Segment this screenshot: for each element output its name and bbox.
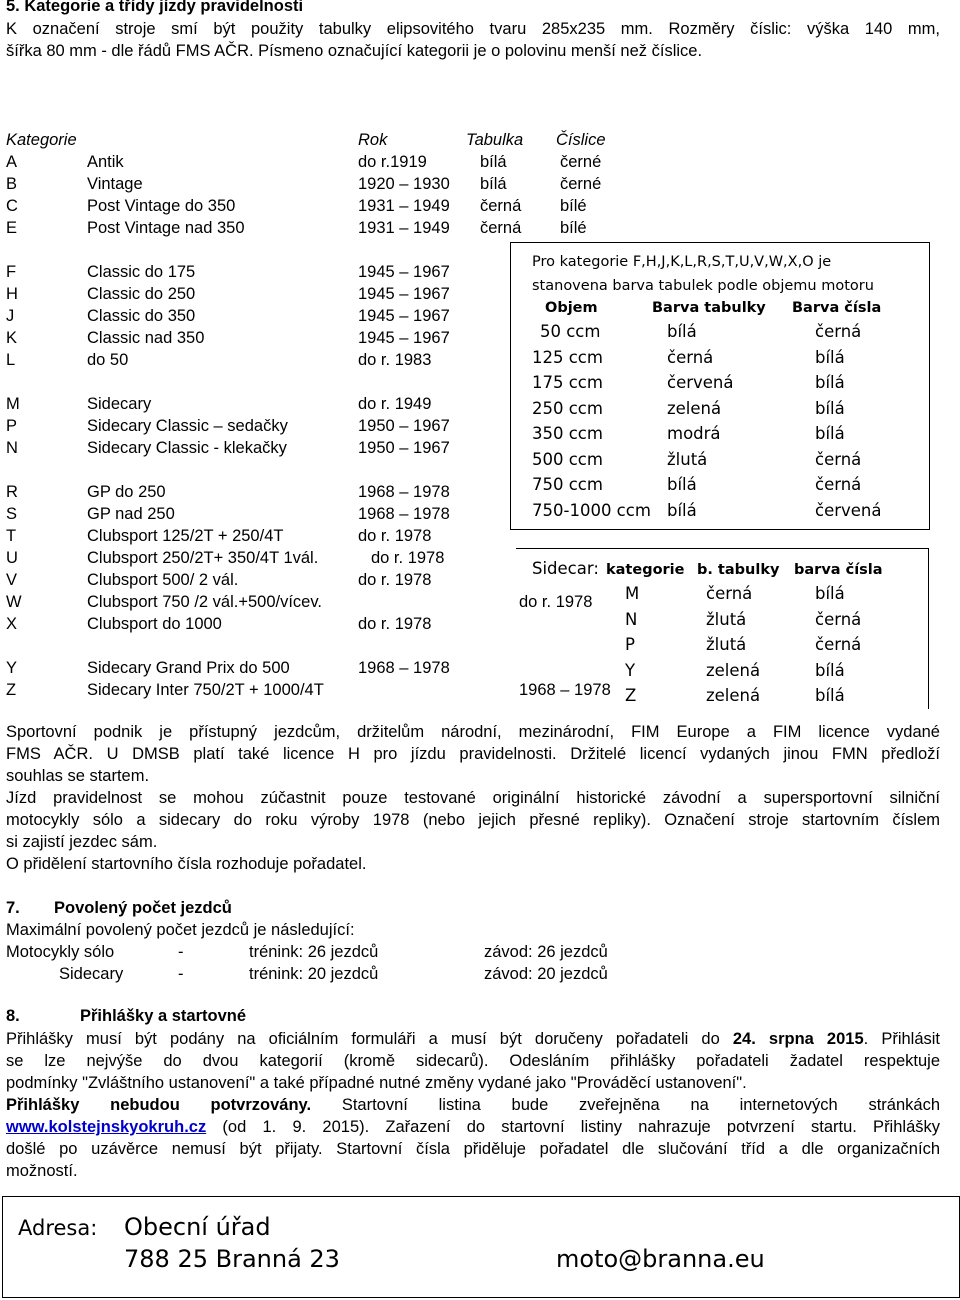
plate-header-volume: Objem <box>545 300 598 316</box>
plate-color: černá <box>667 348 714 367</box>
paragraph-line: možností. <box>6 1162 78 1180</box>
plate-header-number: Barva čísla <box>792 300 882 316</box>
paragraph-line: si zajistí jezdec sám. <box>6 833 158 851</box>
category-code: Z <box>6 681 17 699</box>
category-name: Antik <box>87 153 124 171</box>
category-name: Clubsport 250/2T+ 350/4T 1vál. <box>87 549 319 567</box>
category-code: H <box>6 285 18 303</box>
paragraph-line: O přidělení startovního čísla rozhoduje pořadatel. <box>6 855 367 873</box>
category-code: X <box>6 615 18 633</box>
paragraph-line: podmínky "Zvláštního ustanovení" a také případné nutné změny vydané jako "Prováděcí ustanovení". <box>6 1074 747 1092</box>
category-digits: bílé <box>560 197 587 215</box>
category-year: do r. 1978 <box>371 549 445 567</box>
sidecar-category: Y <box>625 661 636 680</box>
sidecar-number: bílá <box>815 584 845 603</box>
section-8-number: 8. <box>6 1007 20 1025</box>
header-digits: Číslice <box>556 131 606 149</box>
rider-count-label: Motocykly sólo <box>6 943 115 961</box>
category-name: Vintage <box>87 175 143 193</box>
category-code: U <box>6 549 18 567</box>
category-year: 1931 – 1949 <box>358 197 450 215</box>
paragraph-line: souhlas se startem. <box>6 767 150 785</box>
sidecar-title: Sidecar: <box>532 559 599 578</box>
category-year: do r. 1978 <box>358 527 432 545</box>
category-name: Classic do 175 <box>87 263 196 281</box>
plate-volume: 750 ccm <box>532 475 603 494</box>
category-plate: bílá <box>480 175 507 193</box>
category-code: C <box>6 197 18 215</box>
category-name: Clubsport do 1000 <box>87 615 222 633</box>
plate-color: žlutá <box>667 450 708 469</box>
section-8-paragraph <box>6 1028 940 1182</box>
category-code: K <box>6 329 18 347</box>
category-name: Sidecary Grand Prix do 500 <box>87 659 290 677</box>
sidecar-plate: zelená <box>706 661 761 680</box>
sidecar-header-category: kategorie <box>606 562 685 578</box>
category-year: 1968 – 1978 <box>358 659 450 677</box>
plate-color: bílá <box>667 501 697 520</box>
number-color: bílá <box>815 348 845 367</box>
sidecar-plate: žlutá <box>706 635 747 654</box>
category-code: S <box>6 505 18 523</box>
category-name: Classic nad 350 <box>87 329 205 347</box>
category-year: 1968 – 1978 <box>358 483 450 501</box>
sidecar-category: N <box>625 610 638 629</box>
number-color: černá <box>815 450 862 469</box>
category-name: Clubsport 500/ 2 vál. <box>87 571 239 589</box>
sidecar-number: bílá <box>815 686 845 705</box>
category-code: N <box>6 439 18 457</box>
category-name: do 50 <box>87 351 129 369</box>
plate-color: červená <box>667 373 734 392</box>
category-year: 1945 – 1967 <box>358 307 450 325</box>
category-name: Clubsport 125/2T + 250/4T <box>87 527 284 545</box>
category-year: 1945 – 1967 <box>358 329 450 347</box>
number-color: bílá <box>815 373 845 392</box>
paragraph-line <box>6 1116 940 1138</box>
address-line: 788 25 Branná 23 <box>124 1245 340 1273</box>
paragraph-line: došlé po uzávěrce nemusí být přijaty. Startovní čísla přiděluje pořadatel dle slučování tříd a dle organizačních <box>6 1140 940 1158</box>
category-code: W <box>6 593 22 611</box>
category-name: Post Vintage do 350 <box>87 197 236 215</box>
sidecar-number: černá <box>815 610 862 629</box>
intro-line: K označení stroje smí být použity tabulky elipsovitého tvaru 285x235 mm. Rozměry číslic: výška 140 mm, <box>6 20 940 38</box>
number-color: černá <box>815 322 862 341</box>
sidecar-number: černá <box>815 635 862 654</box>
paragraph-line: Jízd pravidelnost se mohou zúčastnit pouze testované originální historické závodní a supersportovní silniční <box>6 789 940 807</box>
text-part: Startovní listina bude zveřejněna na internetových stránkách <box>311 1096 940 1114</box>
section-8-heading: Přihlášky a startovné <box>80 1007 246 1025</box>
category-code: J <box>6 307 15 325</box>
header-year: Rok <box>358 131 388 149</box>
number-color: černá <box>815 475 862 494</box>
header-category: Kategorie <box>6 131 77 149</box>
category-year: 1968 – 1978 <box>358 505 450 523</box>
category-name: GP do 250 <box>87 483 166 501</box>
sidecar-plate: žlutá <box>706 610 747 629</box>
plate-color: modrá <box>667 424 721 443</box>
category-name: Post Vintage nad 350 <box>87 219 245 237</box>
number-color: červená <box>815 501 882 520</box>
category-code: M <box>6 395 20 413</box>
category-digits: bílé <box>560 219 587 237</box>
plate-volume: 125 ccm <box>532 348 603 367</box>
category-year: 1968 – 1978 <box>519 681 611 699</box>
category-code: F <box>6 263 17 281</box>
section-7-intro: Maximální povolený počet jezdců je následující: <box>6 921 355 939</box>
text-part: . Přihlásit <box>863 1030 940 1048</box>
plate-volume: 500 ccm <box>532 450 603 469</box>
category-year: 1945 – 1967 <box>358 263 450 281</box>
text-part: (od 1. 9. 2015). Zařazení do startovní listiny nahrazuje potvrzení startu. Přihlášky <box>206 1118 940 1136</box>
plate-color: zelená <box>667 399 722 418</box>
category-digits: černé <box>560 175 602 193</box>
paragraph-line: motocykly sólo a sidecary do roku výroby 1978 (nebo jejich přesné repliky). Označení stroje startovním číslem <box>6 811 940 829</box>
category-name: Sidecary Classic - klekačky <box>87 439 287 457</box>
paragraph-line <box>6 1028 940 1050</box>
no-confirmation-note: Přihlášky nebudou potvrzovány. <box>6 1096 312 1114</box>
category-name: Clubsport 750 /2 vál.+500/vícev. <box>87 593 322 611</box>
category-code: Y <box>6 659 18 677</box>
category-plate: černá <box>480 197 522 215</box>
category-year: 1945 – 1967 <box>358 285 450 303</box>
category-code: R <box>6 483 18 501</box>
header-plate: Tabulka <box>466 131 524 149</box>
category-code: L <box>6 351 16 369</box>
rider-count-training: trénink: 26 jezdců <box>249 943 379 961</box>
plate-box-note: stanovena barva tabulek podle objemu motoru <box>532 278 874 294</box>
plate-color: bílá <box>667 322 697 341</box>
category-plate: bílá <box>480 153 507 171</box>
plate-volume: 350 ccm <box>532 424 603 443</box>
category-code: P <box>6 417 18 435</box>
section-5-heading: 5. Kategorie a třídy jízdy pravidelnosti <box>6 0 304 15</box>
plate-volume: 250 ccm <box>532 399 603 418</box>
plate-volume: 50 ccm <box>540 322 601 341</box>
category-code: T <box>6 527 17 545</box>
address-label: Adresa: <box>18 1216 98 1240</box>
category-code: V <box>6 571 18 589</box>
category-year: 1920 – 1930 <box>358 175 450 193</box>
sidecar-header-number: barva čísla <box>794 562 883 578</box>
category-year: do r. 1978 <box>519 593 593 611</box>
paragraph-line: se lze nejvýše do dvou kategorií (kromě sidecarů). Odesláním přihlášky pořadateli žadatel respektuje <box>6 1052 940 1070</box>
rider-count-label: Sidecary <box>59 965 124 983</box>
category-digits: černé <box>560 153 602 171</box>
category-code: B <box>6 175 18 193</box>
website-link[interactable]: www.kolstejnskyokruh.cz <box>6 1118 207 1136</box>
sidecar-category: P <box>625 635 635 654</box>
section-7-number: 7. <box>6 899 20 917</box>
number-color: bílá <box>815 399 845 418</box>
plate-header-plate: Barva tabulky <box>652 300 766 316</box>
category-year: 1950 – 1967 <box>358 439 450 457</box>
paragraph-line <box>6 1094 940 1116</box>
category-year: do r. 1949 <box>358 395 432 413</box>
paragraph-line: Sportovní podnik je přístupný jezdcům, držitelům národní, mezinárodní, FIM Europe a FIM licence vydané <box>6 723 940 741</box>
category-name: Sidecary Classic – sedačky <box>87 417 288 435</box>
category-name: Sidecary Inter 750/2T + 1000/4T <box>87 681 324 699</box>
sidecar-number: bílá <box>815 661 845 680</box>
sidecar-header-plate: b. tabulky <box>697 562 780 578</box>
rider-count-training: trénink: 20 jezdců <box>249 965 379 983</box>
rider-count-dash: - <box>178 965 184 983</box>
category-year: 1950 – 1967 <box>358 417 450 435</box>
category-name: GP nad 250 <box>87 505 175 523</box>
category-name: Classic do 250 <box>87 285 196 303</box>
section-5-intro <box>6 18 940 62</box>
email-address: moto@branna.eu <box>556 1245 765 1273</box>
category-year: 1931 – 1949 <box>358 219 450 237</box>
category-year: do r. 1978 <box>358 571 432 589</box>
address-line: Obecní úřad <box>124 1213 271 1241</box>
deadline-date: 24. srpna 2015 <box>732 1030 864 1048</box>
text-part: Přihlášky musí být podány na oficiálním formuláři a musí být doručeny pořadateli do <box>6 1030 733 1048</box>
plate-volume: 750-1000 ccm <box>532 501 651 520</box>
category-code: A <box>6 153 18 171</box>
intro-line: šířka 80 mm - dle řádů FMS AČR. Písmeno označující kategorii je o polovinu menší než číslice. <box>6 42 703 60</box>
rider-count-race: závod: 20 jezdců <box>484 965 608 983</box>
plate-color: bílá <box>667 475 697 494</box>
rider-count-dash: - <box>178 943 184 961</box>
category-code: E <box>6 219 18 237</box>
eligibility-paragraph <box>6 721 940 875</box>
category-year: do r. 1983 <box>358 351 432 369</box>
section-7-heading: Povolený počet jezdců <box>54 899 232 917</box>
plate-box-note: Pro kategorie F,H,J,K,L,R,S,T,U,V,W,X,O je <box>532 254 832 270</box>
rider-count-race: závod: 26 jezdců <box>484 943 608 961</box>
category-name: Classic do 350 <box>87 307 196 325</box>
number-color: bílá <box>815 424 845 443</box>
category-year: do r.1919 <box>358 153 427 171</box>
category-name: Sidecary <box>87 395 152 413</box>
sidecar-plate: zelená <box>706 686 761 705</box>
paragraph-line: FMS AČR. U DMSB platí také licence H pro jízdu pravidelnosti. Držitelé licencí vydaných jinou FMN předloží <box>6 745 940 763</box>
plate-volume: 175 ccm <box>532 373 603 392</box>
sidecar-category: M <box>625 584 640 603</box>
category-year: do r. 1978 <box>358 615 432 633</box>
sidecar-plate: černá <box>706 584 753 603</box>
category-plate: černá <box>480 219 522 237</box>
sidecar-category: Z <box>625 686 637 705</box>
